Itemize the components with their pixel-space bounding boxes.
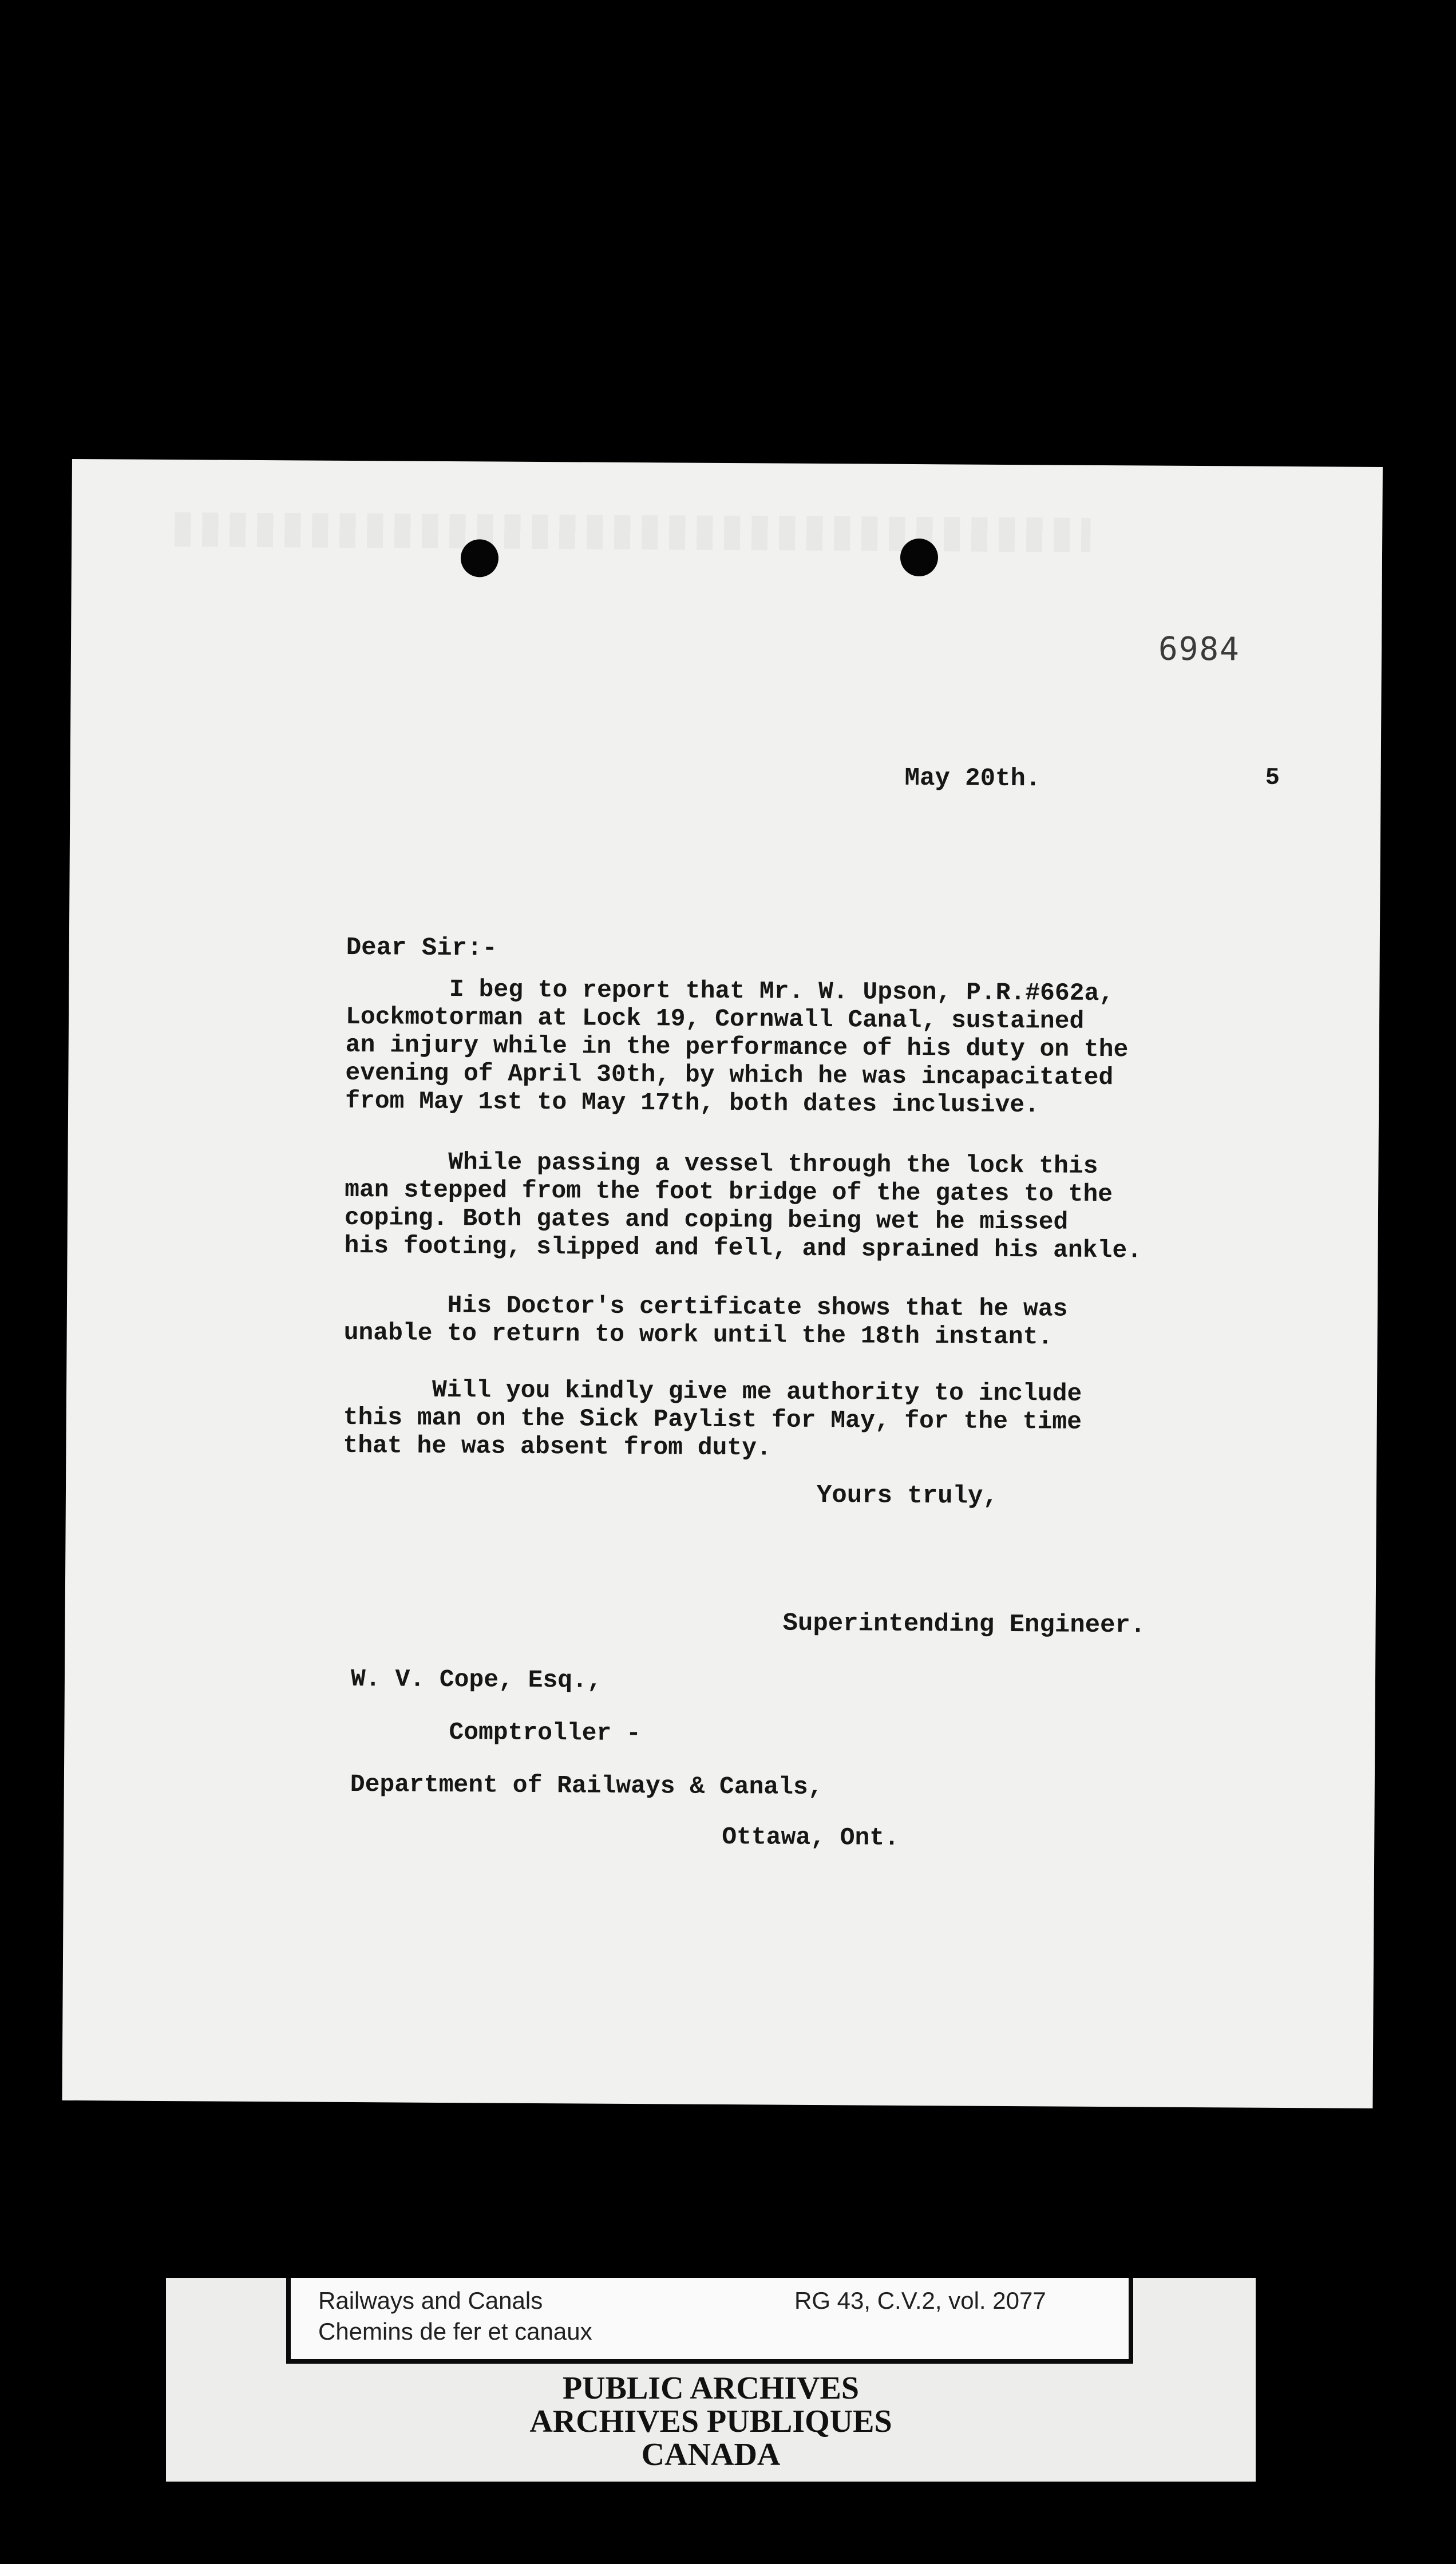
addressee-city: Ottawa, Ont. — [722, 1822, 900, 1852]
salutation: Dear Sir:- — [346, 933, 497, 963]
archive-title-line: PUBLIC ARCHIVES — [562, 2371, 860, 2406]
punch-hole-left — [461, 539, 498, 577]
archive-title-line: CANADA — [641, 2437, 781, 2472]
letter-date: May 20th. — [904, 763, 1041, 794]
addressee-department: Department of Railways & Canals, — [350, 1770, 823, 1802]
letter-page — [62, 459, 1382, 2108]
paragraph-injury-report: I beg to report that Mr. W. Upson, P.R.#662a, Lockmotorman at Lock 19, Cornwall Canal, sustained an injury while in the performance of his duty on the evening of April 30th, by which he was incapacitated from May 1st to May 17th, both dates inclusive. — [345, 974, 1129, 1119]
fonds-french: Chemins de fer et canaux — [318, 2318, 592, 2345]
document-number: 6984 — [1158, 630, 1241, 668]
addressee-title: Comptroller - — [449, 1718, 642, 1748]
fonds-english: Railways and Canals — [318, 2287, 543, 2314]
paragraph-doctor-certificate: His Doctor's certificate shows that he was unable to return to work until the 18th instant. — [343, 1290, 1068, 1351]
archive-card — [166, 2278, 1256, 2482]
addressee-name: W. V. Cope, Esq., — [350, 1665, 602, 1695]
closing: Yours truly, — [816, 1481, 998, 1511]
archive-reference-label — [286, 2278, 1133, 2364]
paragraph-request: Will you kindly give me authority to include this man on the Sick Paylist for May, for the time that he was absent from duty. — [343, 1375, 1082, 1462]
archive-title-line: ARCHIVES PUBLIQUES — [529, 2404, 892, 2439]
page-mark: 5 — [1265, 763, 1280, 792]
bleed-through-text — [175, 512, 1090, 552]
archive-reference: RG 43, C.V.2, vol. 2077 — [794, 2287, 1046, 2314]
signature-title: Superintending Engineer. — [782, 1609, 1146, 1640]
punch-hole-right — [900, 539, 938, 576]
paragraph-incident: While passing a vessel through the lock this man stepped from the foot bridge of the gates to the coping. Both gates and coping being wet he missed his footing, slipped and fell, and sprained his ankle. — [344, 1147, 1142, 1265]
